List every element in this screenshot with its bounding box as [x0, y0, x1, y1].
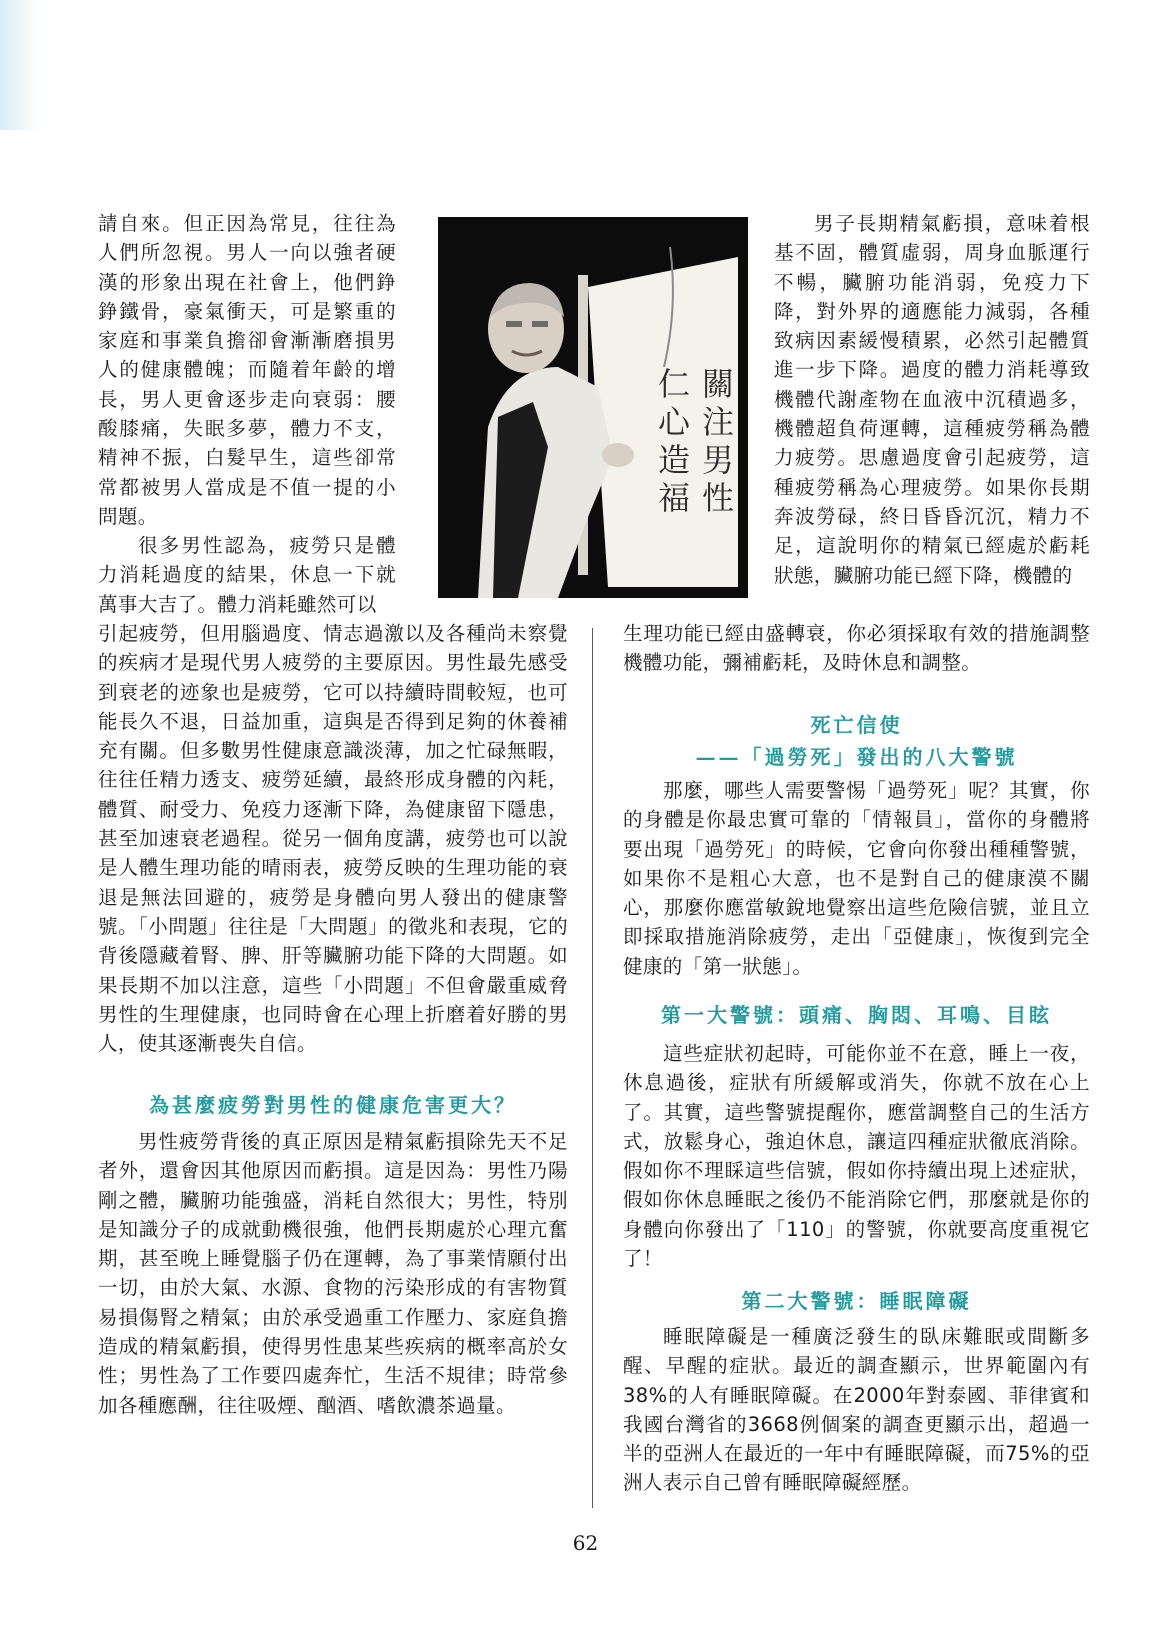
scan-edge-tint: [0, 0, 40, 130]
photo-man-with-calligraphy: [438, 217, 748, 598]
left-paragraph-essence-loss: 男性疲勞背後的真正原因是精氣虧損除先天不足者外，還會因其他原因而虧損。這是因為：男性乃陽剛之體，臟腑功能強盛，消耗自然很大；男性，特別是知識分子的成就動機很強，他們長期處於心理亢奮期，甚至晚上睡覺腦子仍在運轉，為了事業情願付出一切，由於大氣、水源、食物的污染形成的有害物質易損傷腎之精氣；由於承受過重工作壓力、家庭負擔造成的精氣虧損，使得男性患某些疾病的概率高於女性；男性為了工作要四處奔忙，生活不規律；時常參加各種應酬，往往吸煙、酗酒、嗜飲濃茶過量。: [98, 1130, 568, 1417]
column-divider: [592, 628, 593, 1508]
left-section-heading: 為甚麼疲勞對男性的健康危害更大？: [149, 1093, 517, 1117]
second-warning-heading: 第二大警號：睡眠障礙: [741, 1289, 972, 1313]
first-warning-heading: 第一大警號：頭痛、胸悶、耳鳴、目眩: [661, 1003, 1052, 1027]
page-number: 62: [572, 1531, 599, 1555]
left-paragraph-fatigue-causes: 引起疲勞，但用腦過度、情志過激以及各種尚未察覺的疾病才是現代男人疲勞的主要原因。男性最先感受到衰老的迹象也是疲勞，它可以持續時間較短，也可能長久不退，日益加重，這與是否得到足夠的休養補充有關。但多數男性健康意識淡薄，加之忙碌無暇，往往任精力透支、疲勞延續，最終形成身體的內耗，體質、耐受力、免疫力逐漸下降，為健康留下隱患，甚至加速衰老過程。從另一個角度講，疲勞也可以說是人體生理功能的晴雨表，疲勞反映的生理功能的衰退是無法回避的，疲勞是身體向男人發出的健康警號。「小問題」往往是「大問題」的徵兆和表現，它的背後隱藏着腎、脾、肝等臟腑功能下降的大問題。如果長期不加以注意，這些「小問題」不但會嚴重威脅男性的生理健康，也同時會在心理上折磨着好勝的男人，使其逐漸喪失自信。: [98, 622, 568, 1056]
right-paragraph-second-warning: 睡眠障礙是一種廣泛發生的臥床難眠或間斷多醒、早醒的症狀。最近的調查顯示，世界範圍內有38%的人有睡眠障礙。在2000年對泰國、菲律賓和我國台灣省的3668例個案的調查更顯示出，超過一半的亞洲人在最近的一年中有睡眠障礙，而75%的亞洲人表示自己曾有睡眠障礙經歷。: [623, 1325, 1090, 1495]
left-paragraph-intro: 請自來。但正因為常見，往往為人們所忽視。男人一向以強者硬漢的形象出現在社會上，他們錚錚鐵骨，豪氣衝天，可是繁重的家庭和事業負擔卻會漸漸磨損男人的健康體魄；而隨着年齡的增長，男人更會逐步走向衰弱：腰酸膝痛，失眠多夢，體力不支，精神不振，白髮早生，這些卻常常都被男人當成是不值一提的小問題。: [98, 212, 396, 528]
right-paragraph-adjust: 生理功能已經由盛轉衰，你必須採取有效的措施調整機體功能，彌補虧耗，及時休息和調整。: [623, 622, 1090, 675]
right-paragraph-warning-intro: 那麼，哪些人需要警惕「過勞死」呢？其實，你的身體是你最忠實可靠的「情報員」，當你的身體將要出現「過勞死」的時候，它會向你發出種種警號，如果你不是粗心大意，也不是對自己的健康漠不關心，那麼你應當敏銳地覺察出這些危險信號，並且立即採取措施消除疲勞，走出「亞健康」，恢復到完全健康的「第一狀態」。: [623, 779, 1090, 978]
eight-warnings-subheading: ——「過勞死」發出的八大警號: [695, 745, 1018, 769]
right-paragraph-essence-effects: 男子長期精氣虧損，意味着根基不固，體質虛弱，周身血脈運行不暢，臟腑功能消弱，免疫力下降，對外界的適應能力減弱，各種致病因素緩慢積累，必然引起體質進一步下降。過度的體力消耗導致機體代謝產物在血液中沉積過多，機體超負荷運轉，這種疲勞稱為體力疲勞。思慮過度會引起疲勞，這種疲勞稱為心理疲勞。如果你長期奔波勞碌，終日昏昏沉沉，精力不足，這說明你的精氣已經處於虧耗狀態，臟腑功能已經下降，機體的: [774, 212, 1090, 587]
calligraphy-text: 關注男性 仁心造福: [653, 367, 735, 519]
right-paragraph-first-warning: 這些症狀初起時，可能你並不在意，睡上一夜，休息過後，症狀有所緩解或消失，你就不放在心上了。其實，這些警號提醒你，應當調整自己的生活方式，放鬆身心，強迫休息，讓這四種症狀徹底消除。假如你不理睬這些信號，假如你持續出現上述症狀，假如你休息睡眠之後仍不能消除它們，那麼就是你的身體向你發出了「110」的警號，你就要高度重視它了！: [623, 1042, 1090, 1271]
left-paragraph-fatigue-start: 很多男性認為，疲勞只是體力消耗過度的結果，休息一下就萬事大吉了。體力消耗雖然可以: [98, 534, 396, 616]
death-messenger-heading: 死亡信使: [810, 713, 903, 737]
